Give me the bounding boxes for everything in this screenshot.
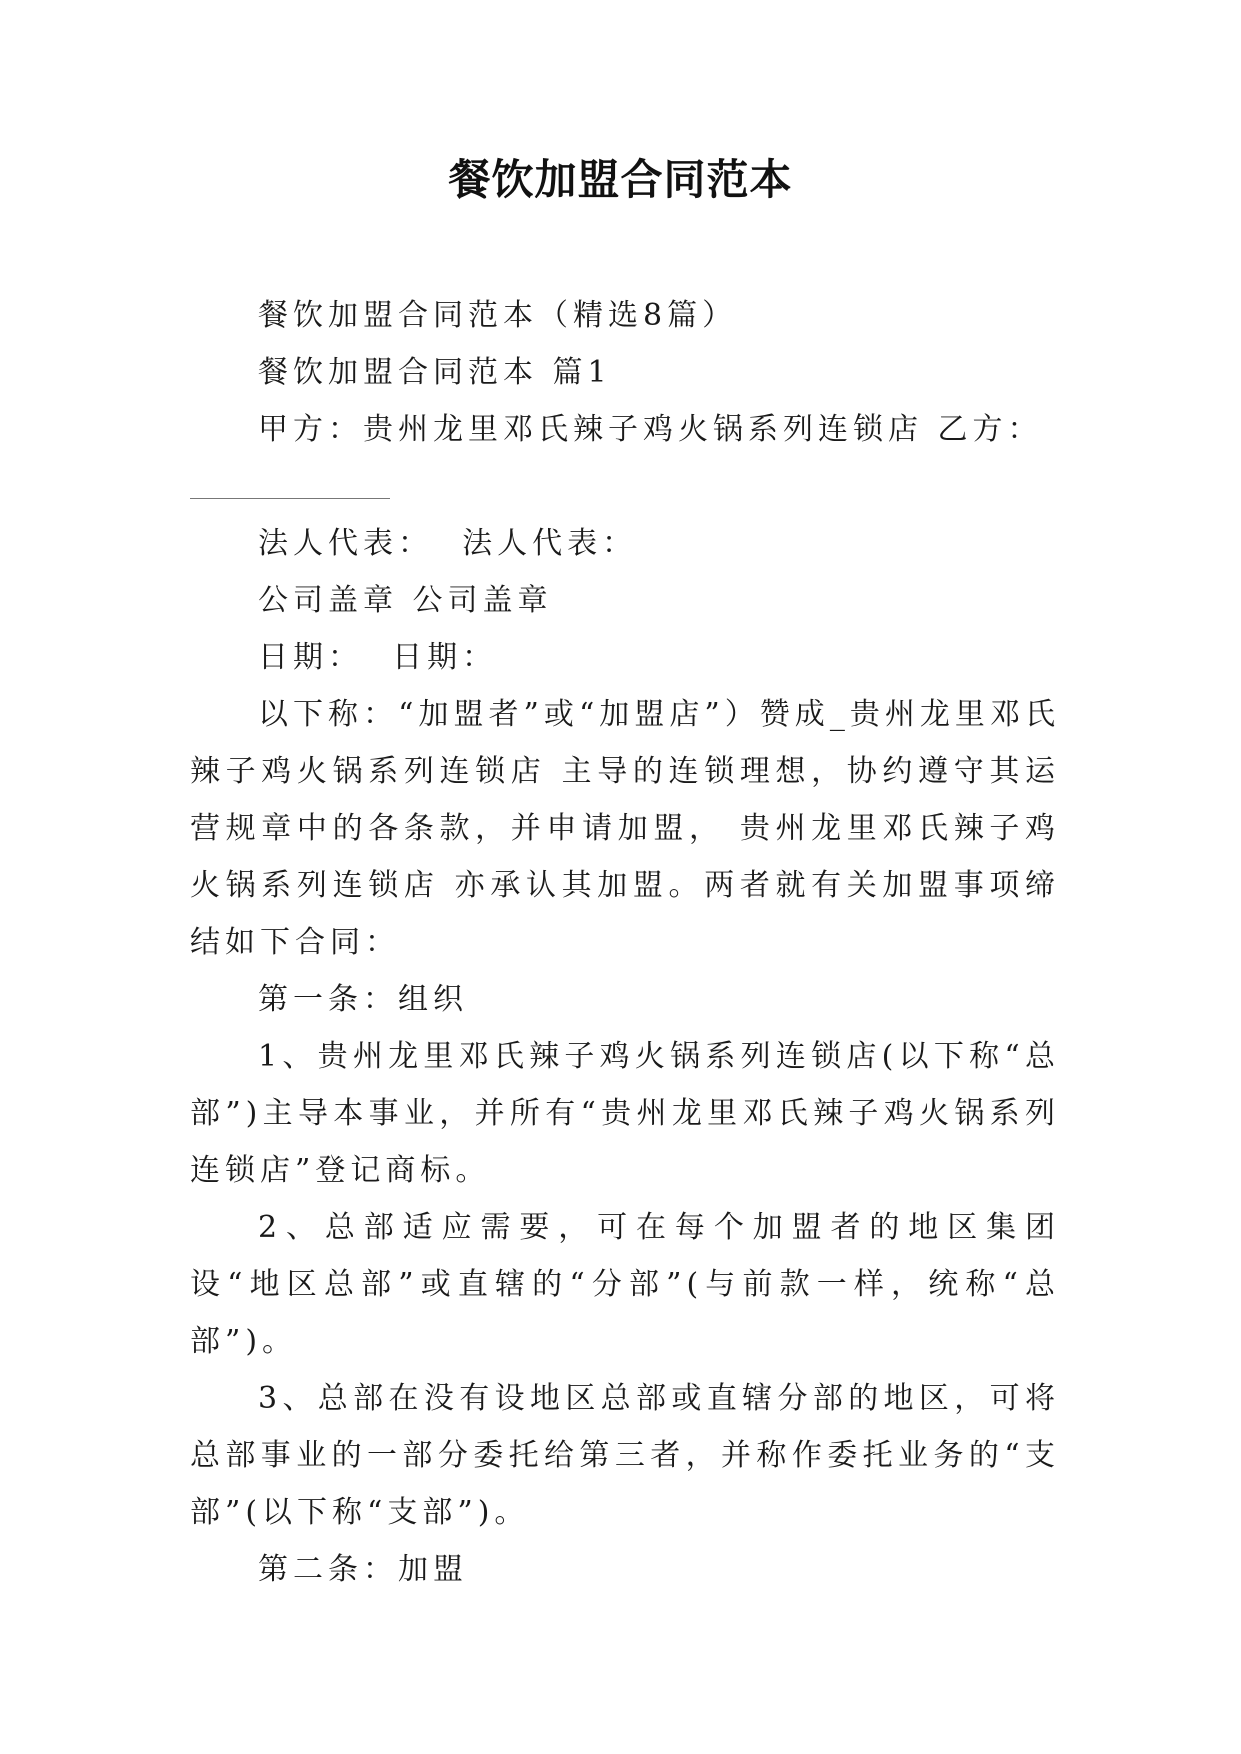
intro-paragraph: 以下称：“加盟者”或“加盟店”）赞成_贵州龙里邓氏辣子鸡火锅系列连锁店 主导的连锁理想，协约遵守其运营规章中的各条款，并申请加盟， 贵州龙里邓氏辣子鸡火锅系列连锁店 亦承认其加盟。两者就有关加盟事项缔结如下合同： (190, 697, 1060, 960)
article-1-heading: 第一条：组织 (258, 982, 468, 1017)
legal-rep-line: 法人代表： 法人代表： (258, 526, 638, 561)
article-1-item-2: 2、总部适应需要，可在每个加盟者的地区集团设“地区总部”或直辖的“分部”(与前款一样，统称“总部”)。 (190, 1210, 1060, 1359)
article-2-heading: 第二条：加盟 (258, 1552, 468, 1587)
document-body (190, 287, 1060, 1598)
subtitle-line: 餐饮加盟合同范本（精选8篇） (258, 298, 738, 333)
party-b-blank (190, 458, 390, 515)
article-1-item-1: 1、贵州龙里邓氏辣子鸡火锅系列连锁店(以下称“总部”)主导本事业，并所有“贵州龙里邓氏辣子鸡火锅系列连锁店”登记商标。 (190, 1039, 1060, 1188)
parties-line: 甲方：贵州龙里邓氏辣子鸡火锅系列连锁店 乙方： (258, 412, 1043, 447)
document-title: 餐饮加盟合同范本 (448, 155, 793, 204)
article-1-item-3: 3、总部在没有设地区总部或直辖分部的地区，可将总部事业的一部分委托给第三者，并称作委托业务的“支部”(以下称“支部”)。 (190, 1381, 1060, 1530)
part-heading: 餐饮加盟合同范本 篇1 (258, 355, 612, 390)
seal-line: 公司盖章 公司盖章 (258, 583, 553, 618)
date-line: 日期： 日期： (258, 640, 498, 675)
